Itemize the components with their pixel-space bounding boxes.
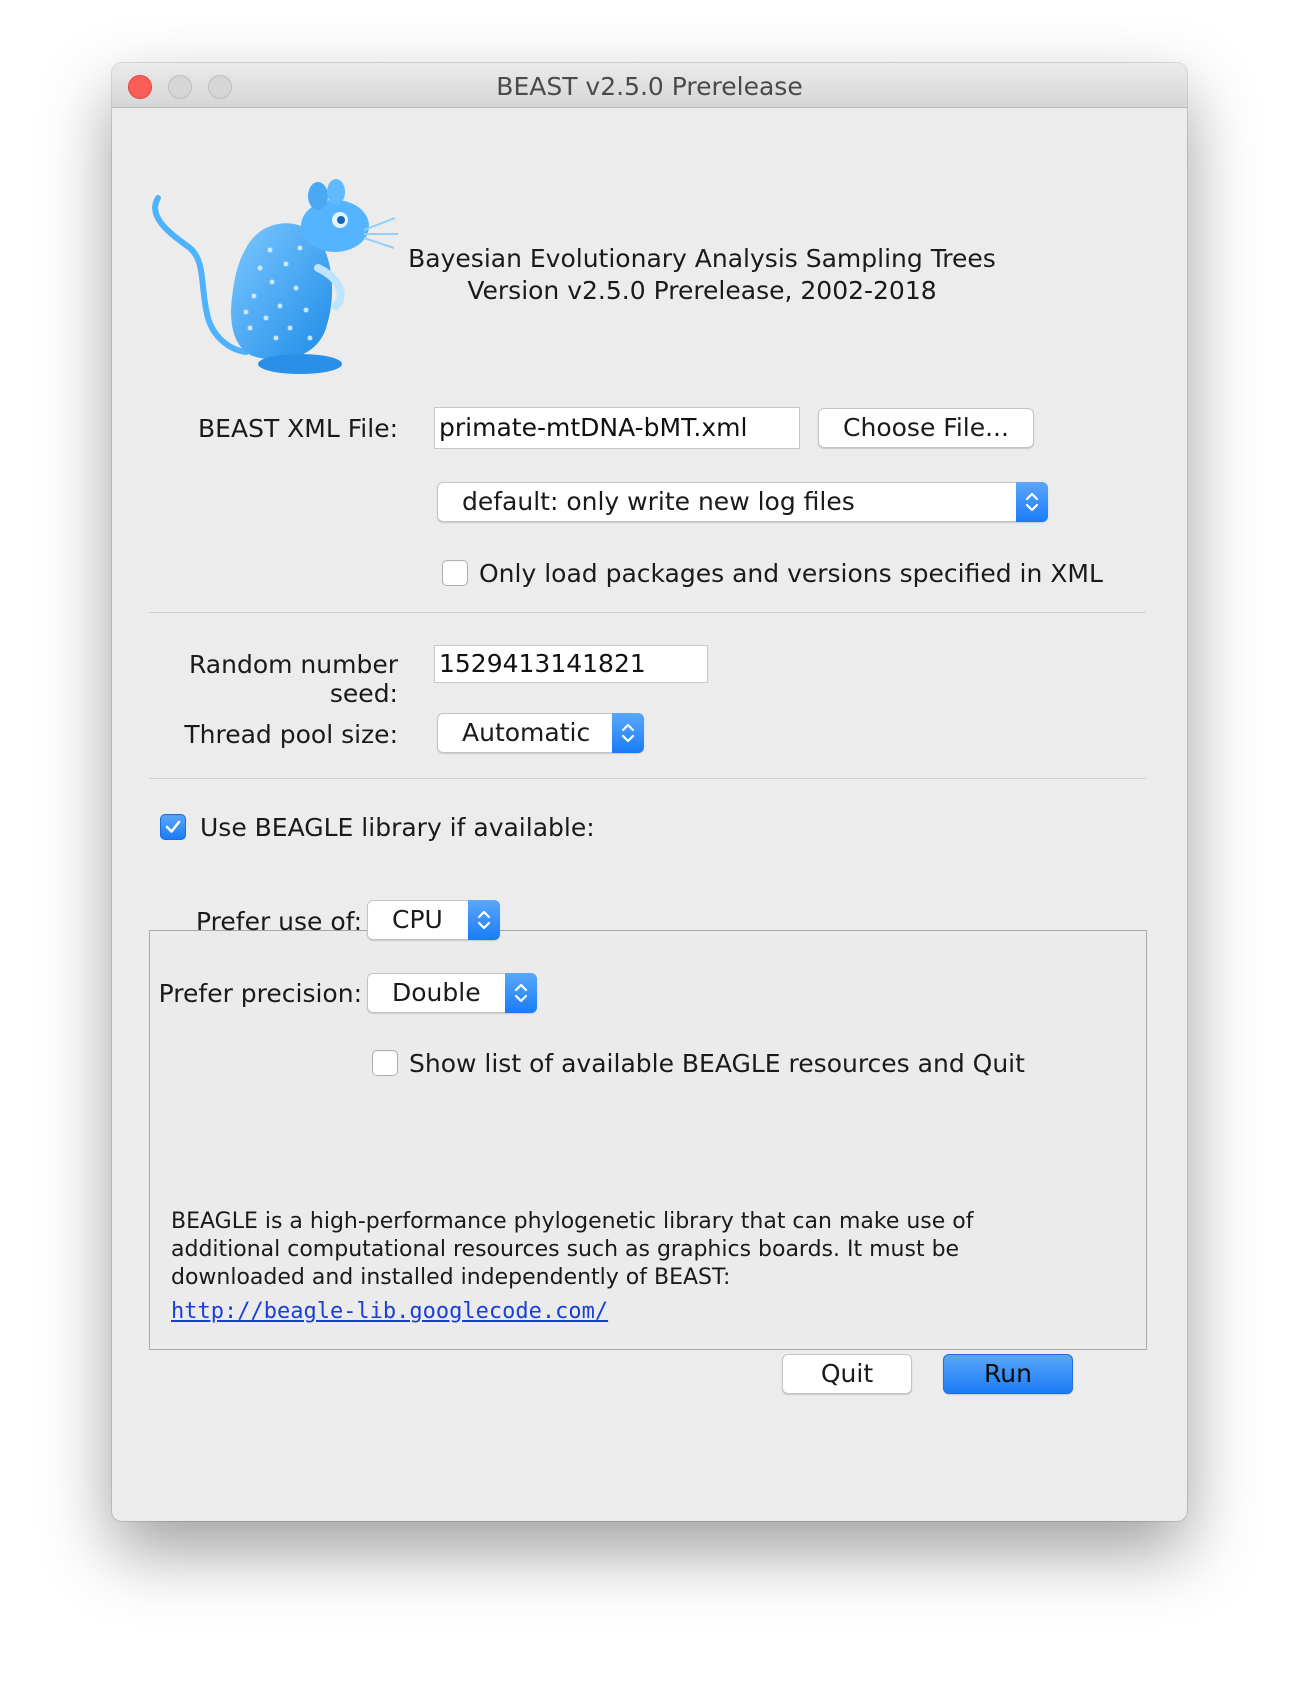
prefer-precision-label: Prefer precision: bbox=[158, 979, 362, 1008]
checkmark-icon bbox=[164, 818, 182, 836]
beagle-info-line: downloaded and installed independently of BEAST: bbox=[171, 1265, 731, 1290]
chevron-updown-icon bbox=[1016, 482, 1048, 522]
chevron-updown-icon bbox=[612, 713, 644, 753]
separator-2 bbox=[149, 778, 1146, 779]
chevron-updown-icon bbox=[468, 900, 500, 940]
log-mode-value: default: only write new log files bbox=[462, 487, 855, 516]
prefer-use-select[interactable] bbox=[367, 900, 500, 940]
chevron-updown-icon bbox=[505, 973, 537, 1013]
separator-1 bbox=[149, 612, 1146, 613]
app-version-line: Version v2.5.0 Prerelease, 2002-2018 bbox=[467, 276, 937, 305]
show-resources-checkbox[interactable] bbox=[372, 1050, 398, 1076]
prefer-use-label: Prefer use of: bbox=[196, 907, 362, 936]
prefer-use-value: CPU bbox=[392, 905, 443, 934]
choose-file-button[interactable]: Choose File... bbox=[818, 408, 1034, 448]
only-load-packages-label: Only load packages and versions specified in XML bbox=[479, 559, 1103, 588]
prefer-precision-select[interactable] bbox=[367, 973, 537, 1013]
beast-logo-icon bbox=[150, 178, 410, 383]
beagle-info-line: additional computational resources such as graphics boards. It must be bbox=[171, 1237, 960, 1262]
beagle-link[interactable]: http://beagle-lib.googlecode.com/ bbox=[171, 1299, 609, 1324]
xml-file-label: BEAST XML File: bbox=[198, 414, 398, 443]
app-description bbox=[387, 243, 1017, 307]
log-mode-select[interactable] bbox=[437, 482, 1048, 522]
seed-field[interactable]: 1529413141821 bbox=[434, 645, 708, 683]
thread-pool-value: Automatic bbox=[462, 718, 591, 747]
run-button[interactable]: Run bbox=[943, 1354, 1073, 1394]
beast-window bbox=[112, 63, 1187, 1521]
only-load-packages-checkbox[interactable] bbox=[442, 560, 468, 586]
thread-pool-select[interactable] bbox=[437, 713, 644, 753]
beagle-info-line: BEAGLE is a high-performance phylogenetic library that can make use of bbox=[171, 1209, 974, 1234]
thread-pool-label: Thread pool size: bbox=[184, 720, 398, 749]
prefer-precision-value: Double bbox=[392, 978, 481, 1007]
show-resources-label: Show list of available BEAGLE resources and Quit bbox=[409, 1049, 1025, 1078]
title-bar bbox=[112, 63, 1187, 108]
app-description-line1: Bayesian Evolutionary Analysis Sampling Trees bbox=[408, 244, 996, 273]
use-beagle-label: Use BEAGLE library if available: bbox=[200, 813, 595, 842]
use-beagle-checkbox[interactable] bbox=[160, 814, 186, 840]
beagle-info-text bbox=[171, 1208, 1001, 1292]
xml-file-field[interactable]: primate-mtDNA-bMT.xml bbox=[434, 407, 800, 449]
window-title: BEAST v2.5.0 Prerelease bbox=[496, 72, 803, 101]
seed-label: Random number seed: bbox=[188, 650, 398, 708]
quit-button[interactable]: Quit bbox=[782, 1354, 912, 1394]
